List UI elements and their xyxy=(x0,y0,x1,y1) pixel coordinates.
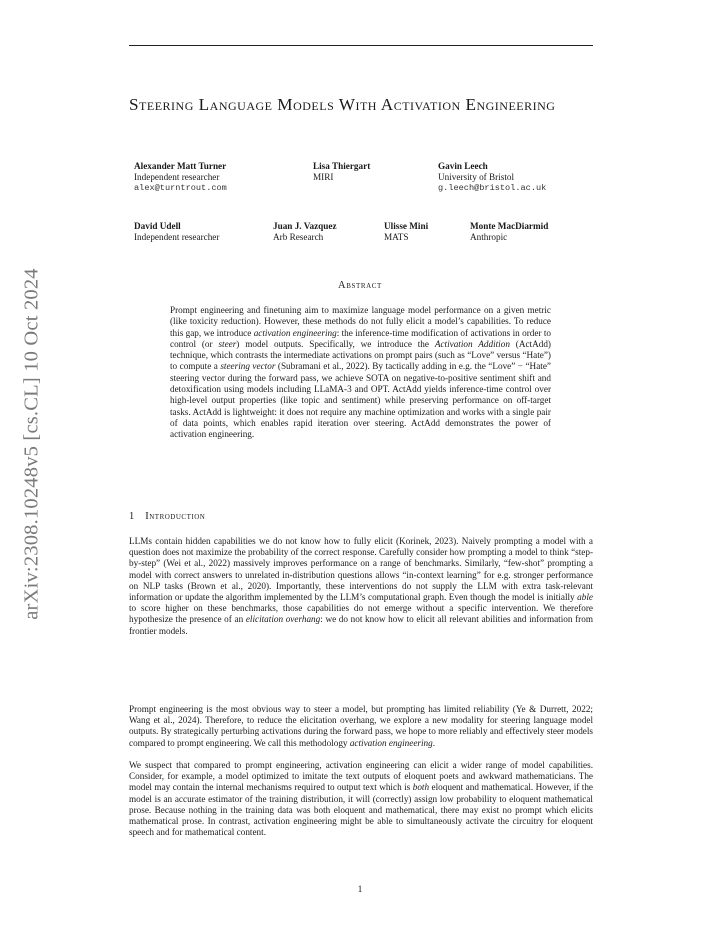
section-heading xyxy=(129,511,205,522)
abstract-emphasis: steering vector xyxy=(220,361,276,372)
paragraph-text-run: eloquent and mathematical. However, if the model is an accurate estimator of the training distribution, it will (correctly) assign low probability to eloquent mathematical prose. Because nothing in the training data was both eloquent and mathematical, there may exist no prompt which elicits mathematical prose. In contrast, activation engineering might be able to simultaneously activate the circuitry for eloquent speech and for mathematical content. xyxy=(129,782,594,838)
author-block xyxy=(470,221,548,243)
paper-title: Steering Language Models With Activation Engineering xyxy=(129,95,556,114)
paragraph-emphasis: both xyxy=(412,782,430,793)
author-block xyxy=(438,161,546,195)
author-email[interactable]: g.leech@bristol.ac.uk xyxy=(438,183,547,194)
paragraph-text-run: to score higher on these benchmarks, those capabilities do not emerge without a specific intervention. We therefore hypothesize the presence of an xyxy=(129,603,593,625)
author-name: David Udell xyxy=(134,221,181,231)
intro-paragraph xyxy=(129,704,593,749)
author-affiliation: MATS xyxy=(384,232,409,243)
paragraph-emphasis: able xyxy=(577,592,593,603)
author-name: Gavin Leech xyxy=(438,161,488,171)
author-name: Lisa Thiergart xyxy=(313,161,371,171)
author-name: Alexander Matt Turner xyxy=(134,161,227,171)
author-affiliation: Independent researcher xyxy=(134,172,220,183)
header-rule xyxy=(129,45,593,46)
section-title: Introduction xyxy=(145,511,206,522)
author-affiliation: Arb Research xyxy=(273,232,324,243)
author-block xyxy=(313,161,370,183)
author-block xyxy=(134,161,227,195)
abstract-text xyxy=(170,305,551,441)
paragraph-text-run: . xyxy=(432,737,436,748)
author-name: Ulisse Mini xyxy=(384,221,429,231)
abstract-emphasis: activation engineering xyxy=(253,327,337,338)
abstract-text-run: (ActAdd) technique, which contrasts the intermediate activations on prompt pairs (such as “Love” versus “Hate”) to compute a xyxy=(170,338,551,372)
abstract-text-run: Prompt engineering and finetuning aim to maximize language model performance on a given metric (like toxicity reduction). However, these methods do not fully elicit a model’s capabilities. To reduce this gap, we introduce xyxy=(170,305,551,338)
intro-paragraph xyxy=(129,536,593,637)
author-affiliation: Anthropic xyxy=(470,232,508,243)
abstract-emphasis: Activation Addition xyxy=(434,338,510,349)
author-block xyxy=(273,221,337,243)
author-name: Juan J. Vazquez xyxy=(273,221,337,231)
abstract-text-run: ) model outputs. Specifically, we introduce the xyxy=(236,338,435,349)
paragraph-text-run: Prompt engineering is the most obvious way to steer a model, but prompting has limited reliability (Ye & Durrett, 2022; Wang et al., 2024). Therefore, to reduce the elicitation overhang, we explore a new modality for steering language model outputs. By strategically perturbing activations during the forward pass, we hope to more reliably and effectively steer models compared to prompt engineering. We call this methodology xyxy=(129,704,593,748)
paragraph-text-run: : we do not know how to elicit all relevant abilities and information from frontier models. xyxy=(129,614,593,636)
paragraph-text-run: LLMs contain hidden capabilities we do not know how to fully elicit (Korinek, 2023). Naively prompting a model with a question does not maximize the probability of the correct response. Carefully consider how prompting a model to think “step-by-step” (Wei et al., 2022) massively improves performance on a range of benchmarks. Similarly, “few-shot” prompting a model with correct answers to unrelated in-distribution questions allows “in-context learning” for e.g. stronger performance on NLP tasks (Brown et al., 2020). Importantly, these interventions do not supply the LLM with extra task-relevant information or update the algorithm implemented by the LLM’s computational graph. Even though the model is initially xyxy=(129,536,593,603)
author-affiliation: Independent researcher xyxy=(134,232,220,243)
author-affiliation: MIRI xyxy=(313,172,334,183)
paragraph-emphasis: activation engineering xyxy=(349,737,433,748)
author-affiliation: University of Bristol xyxy=(438,172,515,183)
author-name: Monte MacDiarmid xyxy=(470,221,549,231)
author-block xyxy=(134,221,219,243)
author-block xyxy=(384,221,428,243)
abstract-emphasis: steer xyxy=(218,338,237,349)
abstract-text-run: (Subramani et al., 2022). By tactically adding in e.g. the “Love” − “Hate” steering vector during the forward pass, we achieve SOTA on negative-to-positive sentiment shift and detoxification using models including LLaMA-3 and OPT. ActAdd yields inference-time control over high-level output properties (like topic and sentiment) while preserving performance on off-target tasks. ActAdd is lightweight: it does not require any machine optimization and works with a single pair of data points, which enables rapid iteration over steering. ActAdd demonstrates the power of activation engineering. xyxy=(170,361,551,440)
author-email[interactable]: alex@turntrout.com xyxy=(134,183,227,194)
abstract-heading: Abstract xyxy=(338,280,382,291)
arxiv-stamp[interactable]: arXiv:2308.10248v5 [cs.CL] 10 Oct 2024 xyxy=(20,268,43,620)
intro-paragraph xyxy=(129,760,593,838)
section-number: 1 xyxy=(129,511,135,522)
paragraph-emphasis: elicitation overhang xyxy=(245,614,321,625)
paragraph-text-run: We suspect that compared to prompt engineering, activation engineering can elicit a wider range of model capabilities. Consider, for example, a model optimized to imitate the text outputs of eloquent poets and awkward mathematicians. The model may contain the internal mechanisms required to output text which is xyxy=(129,760,593,793)
page-number: 1 xyxy=(357,885,363,895)
abstract-text-run: : the inference-time modification of activations in order to control (or xyxy=(170,327,552,349)
